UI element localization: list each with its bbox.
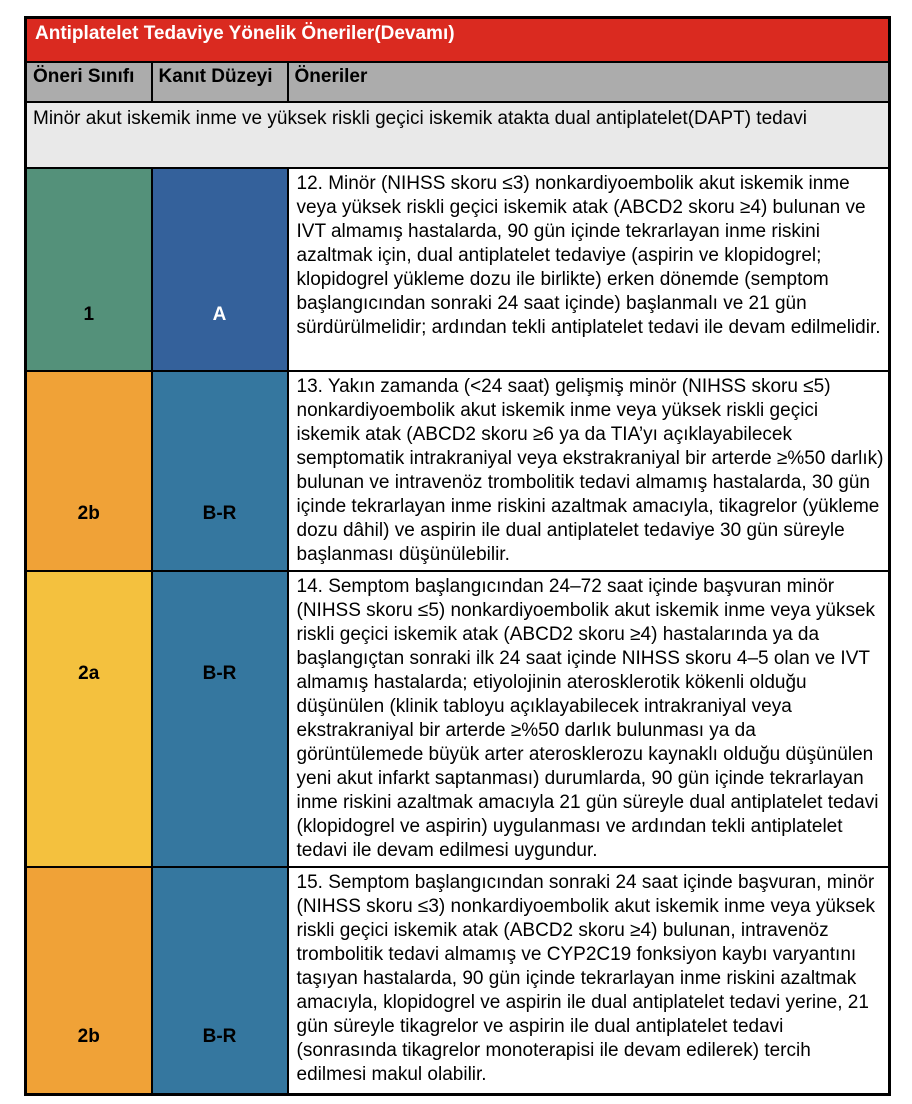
evidence-cell [152,371,288,571]
class-cell [26,571,152,867]
document-page [24,16,888,1096]
evidence-value: B-R [202,663,237,685]
class-cell [26,371,152,571]
table-row [26,571,890,867]
section-header: Minör akut iskemik inme ve yüksek riskli geçici iskemik atakta dual antiplatelet(DAPT) tedavi [26,102,890,168]
recommendation-text: 13. Yakın zamanda (<24 saat) gelişmiş minör (NIHSS skoru ≤5) nonkardiyoembolik akut iskemik inme veya yüksek riskli geçici iskemik atak (ABCD2 skoru ≥6 ya da TIA’yı açıklayabilecek semptomatik intrakraniyal veya ekstrakraniyal bir arterde ≥%50 darlık) bulunan ve intravenöz trombolitik tedavi almamış hastalarda, 30 gün içinde tekrarlayan inme riskini azaltmak amacıyla, tikagrelor (yükleme dozu dâhil) ve aspirin ile dual antiplatelet tedaviye 30 gün süreyle başlanması düşünülebilir. [288,371,890,571]
recommendation-text: 14. Semptom başlangıcından 24–72 saat içinde başvuran minör (NIHSS skoru ≤5) nonkardiyoembolik akut iskemik inme veya yüksek riskli geçici iskemik atak (ABCD2 skoru ≥4) hastalarında ya da başlangıçtan sonraki ilk 24 saat içinde NIHSS skoru 4–5 olan ve IVT almamış hastalarda; etiyolojinin aterosklerotik kökenli olduğu düşünülen (klinik tabloyu açıklayabilecek intrakraniyal veya ekstrakraniyal bir arterde ≥%50 darlık bulunması ya da görüntülemede büyük arter aterosklerozu kaynaklı olduğu düşünülen yeni akut infarkt saptanması) durumlarda, 90 gün içinde tekrarlayan inme riskini azaltmak amacıyla 21 gün süreyle dual antiplatelet tedavi (klopidogrel ve aspirin) uygulanması ve ardından tekli antiplatelet tedavi ile devam edilmesi uygundur. [288,571,890,867]
column-header-evidence: Kanıt Düzeyi [152,62,288,102]
evidence-cell [152,168,288,371]
class-cell [26,168,152,371]
evidence-cell [152,867,288,1095]
column-header-row [26,62,890,102]
class-value: 2b [77,503,100,525]
class-value: 2b [77,1025,100,1047]
evidence-value: A [212,304,227,326]
class-value: 2a [78,663,100,685]
table-row [26,371,890,571]
table-row [26,168,890,371]
column-header-class: Öneri Sınıfı [26,62,152,102]
recommendation-text: 12. Minör (NIHSS skoru ≤3) nonkardiyoembolik akut iskemik inme veya yüksek riskli geçici iskemik atak (ABCD2 skoru ≥4) bulunan ve IVT almamış hastalarda, 90 gün içinde tekrarlayan inme riskini azaltmak için, dual antiplatelet tedaviye (aspirin ve klopidogrel; klopidogrel yükleme dozu ile birlikte) erken dönemde (semptom başlangıcından sonraki 24 saat içinde) başlanmalı ve 21 gün sürdürülmelidir; ardından tekli antiplatelet tedavi ile devam edilmelidir. [288,168,890,371]
class-cell [26,867,152,1095]
section-header-row [26,102,890,168]
evidence-cell [152,571,288,867]
table-row [26,867,890,1095]
title-row [26,18,890,62]
evidence-value: B-R [202,1025,237,1047]
column-header-recommendation: Öneriler [288,62,890,102]
table-title: Antiplatelet Tedaviye Yönelik Öneriler(Devamı) [26,18,890,62]
evidence-value: B-R [202,503,237,525]
recommendations-table [24,16,891,1096]
class-value: 1 [83,304,95,326]
recommendation-text: 15. Semptom başlangıcından sonraki 24 saat içinde başvuran, minör (NIHSS skoru ≤3) nonkardiyoembolik akut iskemik inme veya yüksek riskli geçici iskemik atak (ABCD2 skoru ≥4) bulunan, intravenöz trombolitik tedavi almamış ve CYP2C19 fonksiyon kaybı varyantını taşıyan hastalarda, 90 gün içinde tekrarlayan inme riskini azaltmak amacıyla, klopidogrel ve aspirin ile dual antiplatelet tedavi yerine, 21 gün süreyle tikagrelor ve aspirin ile dual antiplatelet tedavi (sonrasında tikagrelor monoterapisi ile devam edilerek) tercih edilmesi makul olabilir. [288,867,890,1095]
